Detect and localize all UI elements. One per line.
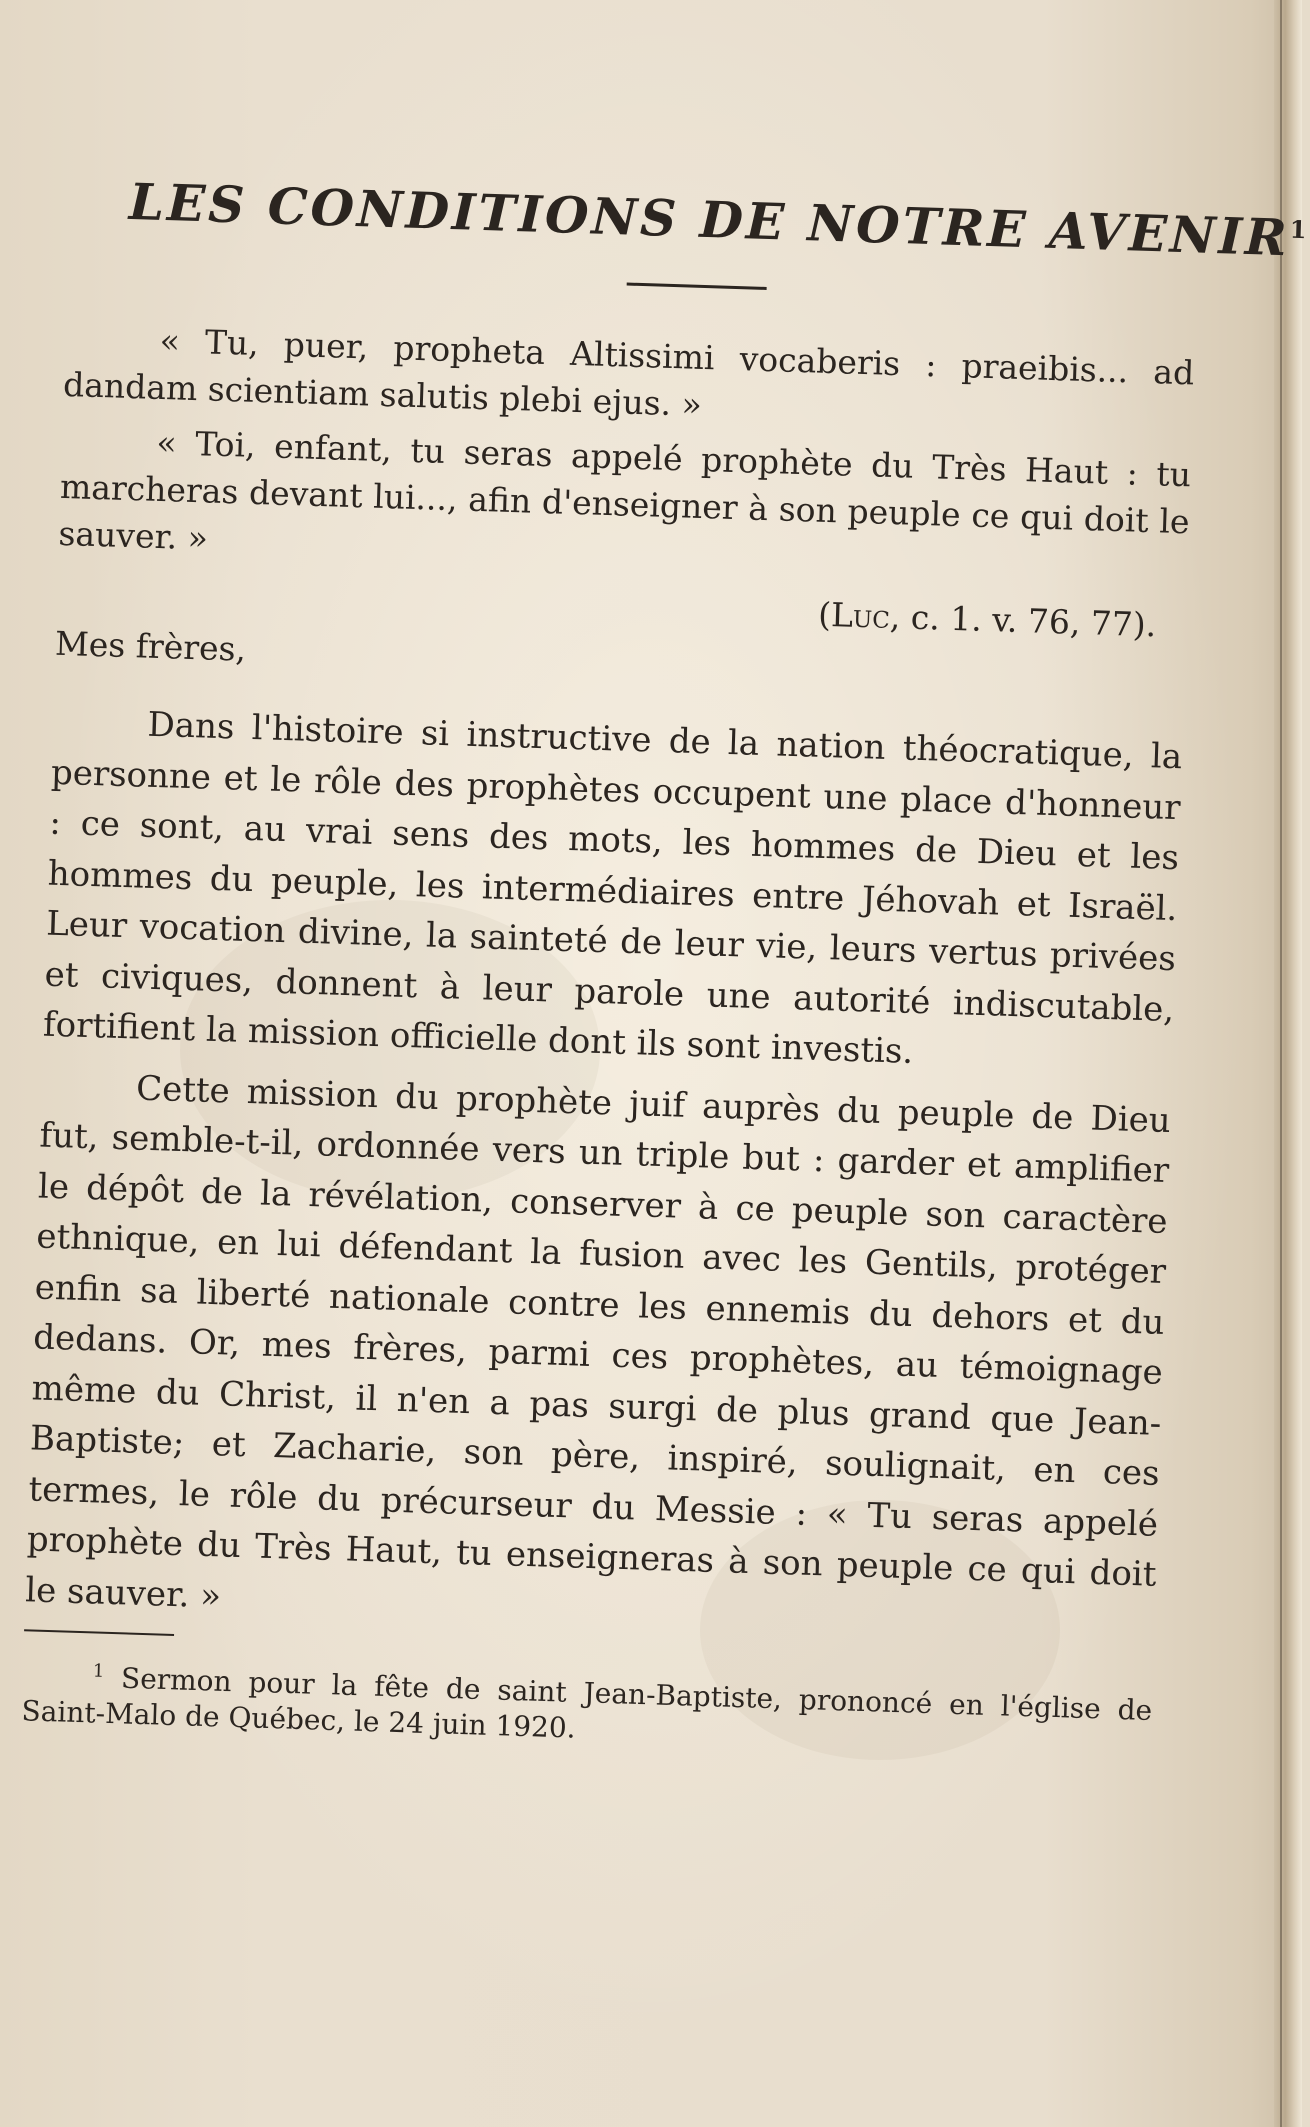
page-edge (1274, 0, 1302, 2127)
citation-book: Luc (830, 595, 891, 636)
footnote-rule (24, 1629, 174, 1636)
salutation: Mes frères, (54, 623, 247, 669)
footnote-mark: 1 (92, 1660, 105, 1682)
epigraph-latin: « Tu, puer, propheta Altissimi vocaberis : praeibis... ad dandam scientiam salutis plebi ejus. » (62, 320, 1195, 424)
binding-line (1280, 0, 1282, 2127)
epigraph-french: « Toi, enfant, tu seras appelé prophète du Très Haut : tu marcheras devant lui..., afin d'enseigner à son peuple ce qui doit le sauver. » (57, 422, 1192, 558)
title-rule (627, 283, 767, 290)
chapter-title (128, 171, 1310, 268)
title-footnote-mark: 1 (1289, 214, 1310, 245)
paragraph-2: Cette mission du prophète juif auprès du peuple de Dieu fut, semble-t-il, ordonnée vers un triple but : garder et amplifier le dépôt de la révélation, conserver à ce peuple son caractère ethnique, en lui défendant la fusion avec les Gentils, protéger enfin sa liberté nationale contre les ennemis du dehors et du dedans. Or, mes frères, parmi ces prophètes, au témoignage même du Christ, il n'en a pas surgi de plus grand que Jean-Baptiste; et Zacharie, son père, inspiré, soulignait, en ces termes, le rôle du précurseur du Messie : « Tu seras appelé prophète du Très Haut, tu enseigneras à son peuple ce qui doit le sauver. » (24, 1068, 1172, 1616)
citation-open: ( (817, 594, 832, 635)
paragraph-1: Dans l'histoire si instructive de la nation théocratique, la personne et le rôle des prophètes occupent une place d'honneur : ce sont, au vrai sens des mots, les hommes de Dieu et les hommes du peuple, les intermédiaires entre Jéhovah et Israël. Leur vocation divine, la sainteté de leur vie, leurs vertus privées et civiques, donnent à leur parole une autorité indiscutable, fortifient la mission officielle dont ils sont investis. (42, 704, 1183, 1072)
footnote-text: Sermon pour la fête de saint Jean-Baptiste, prononcé en l'église de Saint-Malo de Québec, le 24 juin 1920. (21, 1661, 1153, 1745)
chapter-title-text: LES CONDITIONS DE NOTRE AVENIR (128, 171, 1291, 268)
footnote (21, 1651, 1153, 1765)
page-content (21, 170, 1310, 1765)
citation-rest: , c. 1. v. 76, 77). (889, 596, 1157, 645)
